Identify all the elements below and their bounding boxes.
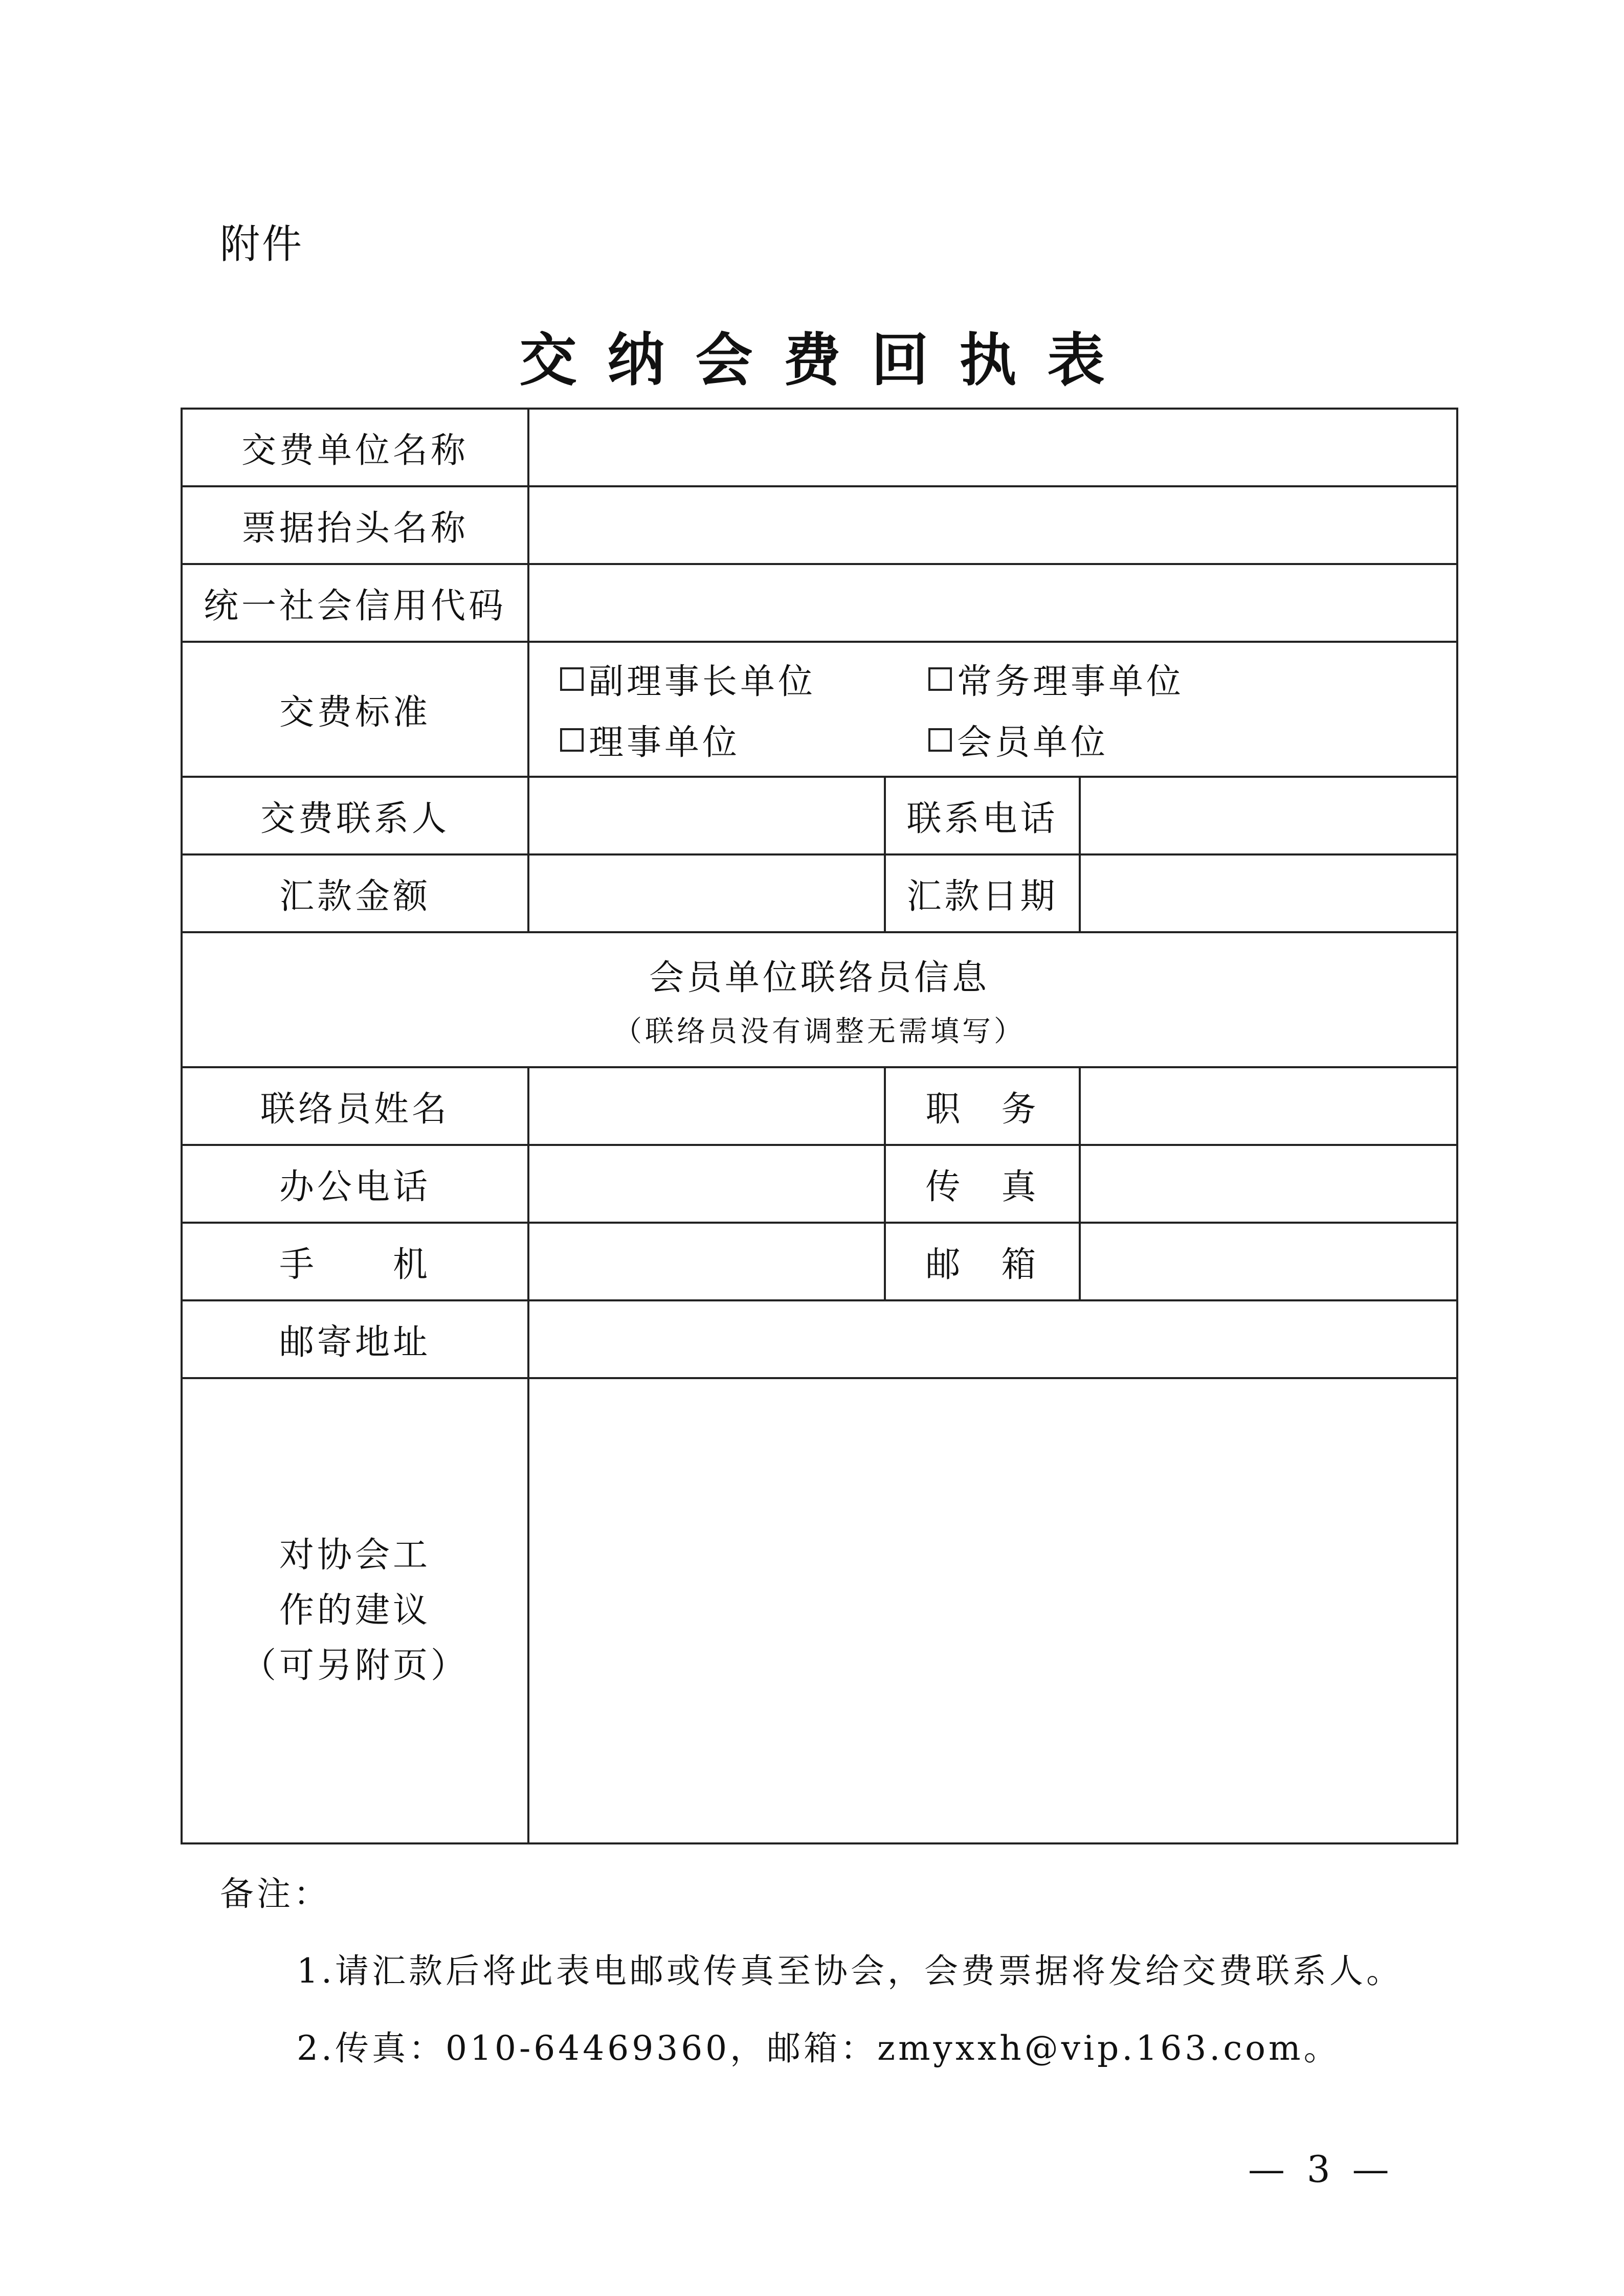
label-position: 职 务 <box>885 1067 1080 1145</box>
liaison-heading: 会员单位联络员信息 <box>649 957 990 998</box>
fee-standard-options <box>528 642 1457 777</box>
option-vice-chair-unit[interactable] <box>560 654 928 704</box>
note-item: 1.请汇款后将此表电邮或传真至协会，会费票据将发给交费联系人。 <box>297 1951 1403 1991</box>
field-fax[interactable] <box>1080 1145 1457 1223</box>
row-mail-address <box>182 1300 1457 1378</box>
label-suggestions <box>182 1378 528 1843</box>
row-mobile <box>182 1223 1457 1300</box>
field-liaison-name[interactable] <box>528 1067 885 1145</box>
label-fee-standard: 交费标准 <box>182 642 528 777</box>
field-mail-address[interactable] <box>528 1300 1457 1378</box>
row-credit-code <box>182 564 1457 642</box>
option-label: 常务理事单位 <box>957 662 1185 702</box>
field-amount[interactable] <box>528 854 885 932</box>
field-position[interactable] <box>1080 1067 1457 1145</box>
label-amount: 汇款金额 <box>182 854 528 932</box>
label-unit-name: 交费单位名称 <box>182 409 528 486</box>
page-number: — 3 — <box>1248 2148 1394 2191</box>
row-amount <box>182 854 1457 932</box>
field-invoice-title[interactable] <box>528 486 1457 564</box>
label-contact-person: 交费联系人 <box>182 777 528 854</box>
label-office-phone: 办公电话 <box>182 1145 528 1223</box>
field-suggestions[interactable] <box>528 1378 1457 1843</box>
suggestion-line: 对协会工 <box>279 1535 431 1575</box>
checkbox-icon[interactable] <box>560 667 584 691</box>
label-email: 邮 箱 <box>885 1223 1080 1300</box>
notes-heading: 备注： <box>220 1874 330 1914</box>
row-contact <box>182 777 1457 854</box>
option-label: 副理事长单位 <box>589 662 816 702</box>
row-unit-name <box>182 409 1457 486</box>
checkbox-icon[interactable] <box>928 728 952 752</box>
option-standing-council-unit[interactable] <box>928 654 1286 704</box>
label-credit-code: 统一社会信用代码 <box>182 564 528 642</box>
page-title: 交纳会费回执表 <box>519 327 1136 394</box>
field-mobile[interactable] <box>528 1223 885 1300</box>
option-label: 会员单位 <box>957 723 1109 763</box>
label-contact-phone: 联系电话 <box>885 777 1080 854</box>
row-liaison-name <box>182 1067 1457 1145</box>
liaison-section-heading <box>182 932 1457 1067</box>
option-label: 理事单位 <box>589 723 741 763</box>
field-contact-phone[interactable] <box>1080 777 1457 854</box>
label-mail-address: 邮寄地址 <box>182 1300 528 1378</box>
label-remit-date: 汇款日期 <box>885 854 1080 932</box>
notes-section <box>220 1866 1403 2069</box>
field-remit-date[interactable] <box>1080 854 1457 932</box>
fee-receipt-form <box>181 408 1458 1844</box>
label-mobile: 手 机 <box>182 1223 528 1300</box>
row-invoice-title <box>182 486 1457 564</box>
checkbox-icon[interactable] <box>560 728 584 752</box>
note-item: 2.传真：010-64469360，邮箱：zmyxxh@vip.163.com。 <box>297 2029 1341 2068</box>
checkbox-icon[interactable] <box>928 667 952 691</box>
label-fax: 传 真 <box>885 1145 1080 1223</box>
option-council-unit[interactable] <box>560 715 928 764</box>
row-liaison-heading <box>182 932 1457 1067</box>
suggestion-line: 作的建议 <box>279 1590 431 1631</box>
option-member-unit[interactable] <box>928 715 1286 764</box>
row-office-phone <box>182 1145 1457 1223</box>
label-invoice-title: 票据抬头名称 <box>182 486 528 564</box>
liaison-note: （联络员没有调整无需填写） <box>613 1015 1026 1048</box>
field-office-phone[interactable] <box>528 1145 885 1223</box>
label-liaison-name: 联络员姓名 <box>182 1067 528 1145</box>
attachment-label: 附件 <box>220 221 304 267</box>
row-suggestions <box>182 1378 1457 1843</box>
field-email[interactable] <box>1080 1223 1457 1300</box>
field-credit-code[interactable] <box>528 564 1457 642</box>
suggestion-line: （可另附页） <box>241 1646 469 1686</box>
row-fee-standard <box>182 642 1457 777</box>
field-unit-name[interactable] <box>528 409 1457 486</box>
field-contact-person[interactable] <box>528 777 885 854</box>
